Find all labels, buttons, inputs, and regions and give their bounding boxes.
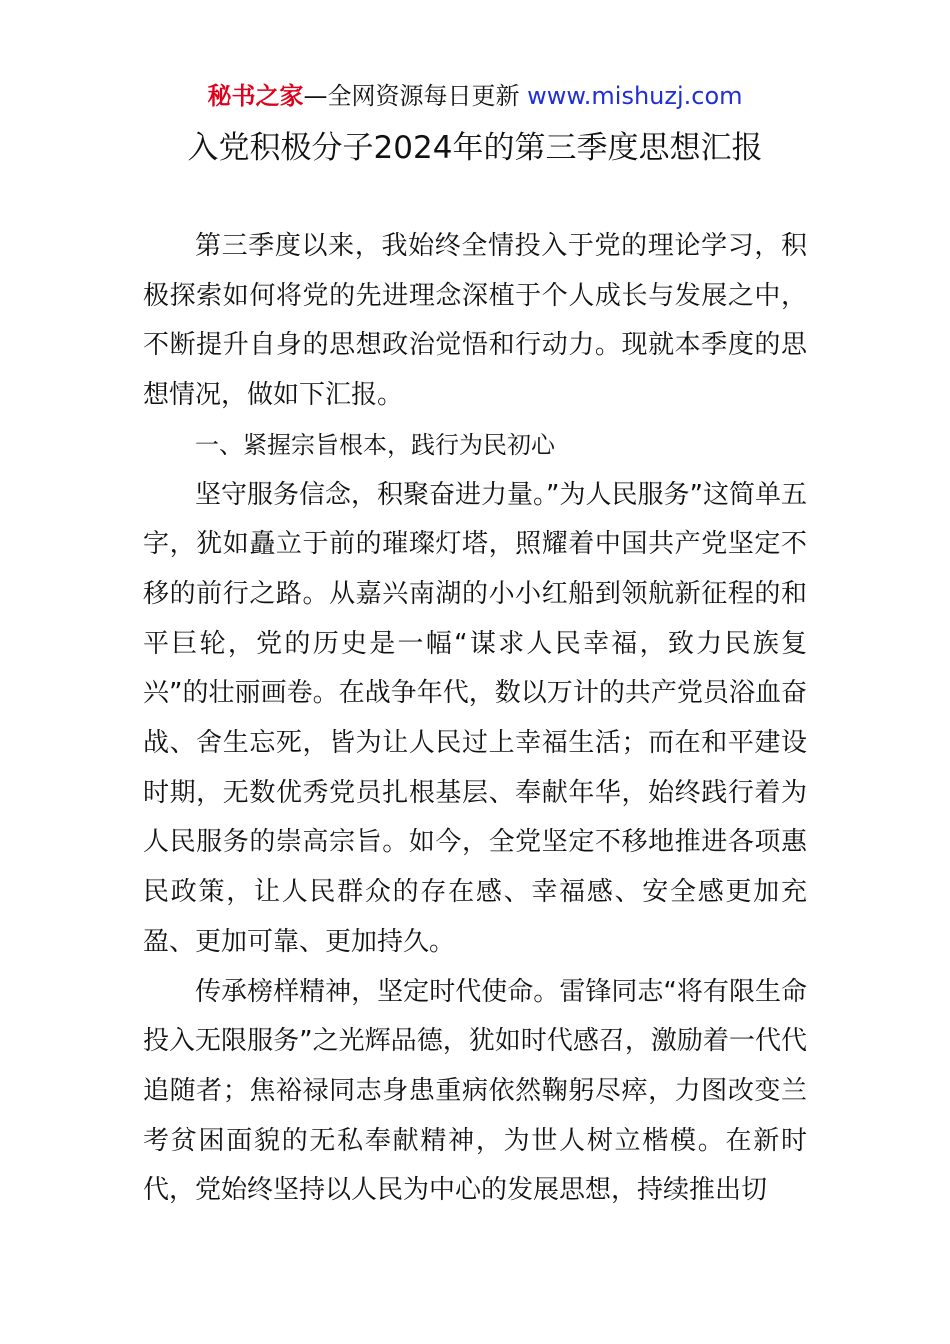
- site-header: [0, 80, 950, 112]
- body-paragraph: 传承榜样精神，坚定时代使命。雷锋同志“将有限生命投入无限服务”之光辉品德，犹如时代感召，激励着一代代追随者；焦裕禄同志身患重病依然鞠躬尽瘁，力图改变兰考贫困面貌的无私奉献精神，为世人树立楷模。在新时代，党始终坚持以人民为中心的发展思想，持续推出切: [143, 976, 807, 1206]
- brand-name: 秘书之家: [207, 82, 304, 110]
- body-paragraph: 第三季度以来，我始终全情投入于党的理论学习，积极探索如何将党的先进理念深植于个人成长与发展之中，不断提升自身的思想政治觉悟和行动力。现就本季度的思想情况，做如下汇报。: [143, 231, 807, 411]
- document-title: 入党积极分子2024年的第三季度思想汇报: [187, 130, 763, 166]
- section-heading: 一、紧握宗旨根本，践行为民初心: [195, 430, 555, 459]
- header-tagline: —全网资源每日更新: [303, 82, 520, 110]
- body-paragraph: 坚守服务信念，积聚奋进力量。”为人民服务”这简单五字，犹如矗立于前的璀璨灯塔，照耀着中国共产党坚定不移的前行之路。从嘉兴南湖的小小红船到领航新征程的和平巨轮，党的历史是一幅“谋求人民幸福，致力民族复兴”的壮丽画卷。在战争年代，数以万计的共产党员浴血奋战、舍生忘死，皆为让人民过上幸福生活；而在和平建设时期，无数优秀党员扎根基层、奉献年华，始终践行着为人民服务的崇高宗旨。如今，全党坚定不移地推进各项惠民政策，让人民群众的存在感、幸福感、安全感更加充盈、更加可靠、更加持久。: [143, 479, 807, 957]
- document-body: [143, 222, 807, 1216]
- site-url[interactable]: www.mishuzj.com: [527, 82, 743, 110]
